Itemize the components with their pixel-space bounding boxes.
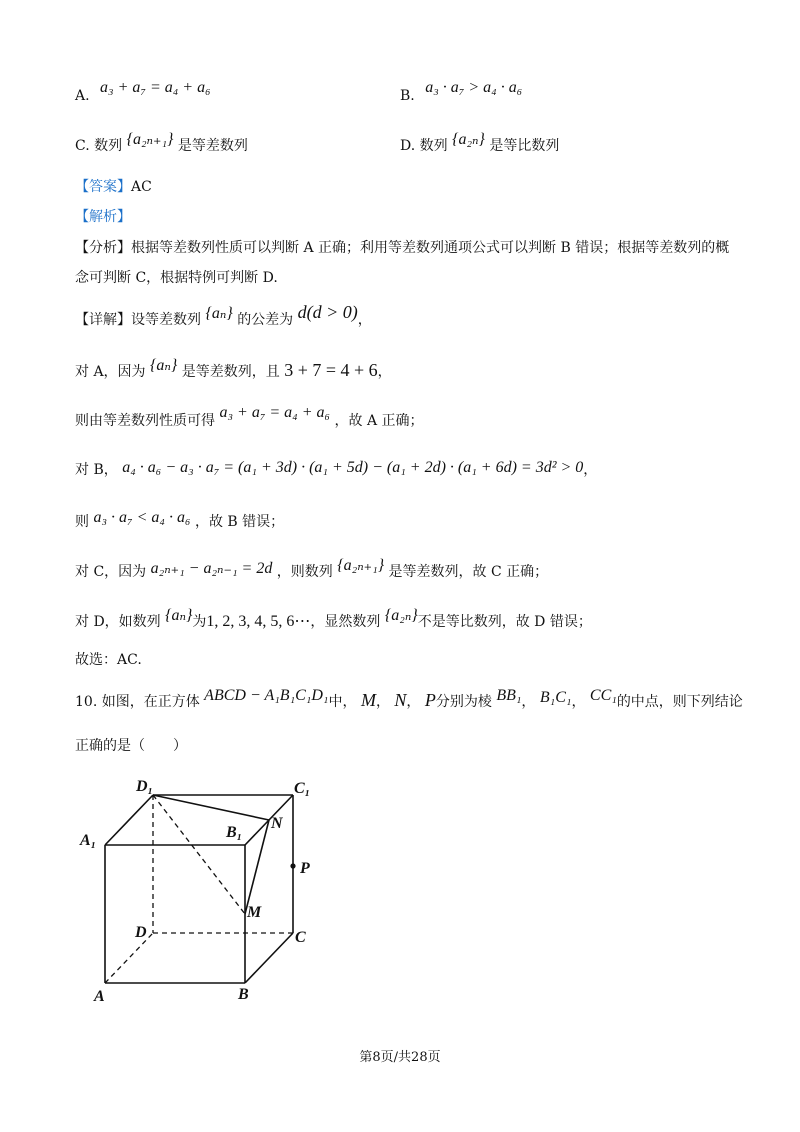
step-a-text-4: 则由等差数列性质可得	[75, 413, 215, 429]
segment-d1-n	[153, 795, 269, 820]
question-10-p: P	[424, 690, 436, 710]
question-10-text-8: 的中点，则下列结论	[616, 694, 743, 710]
option-d-prefix: 数列	[419, 138, 448, 154]
option-d-suffix: 是等比数列	[489, 138, 560, 154]
detail-seq: {aₙ}	[205, 305, 233, 322]
question-10-text-4: ，	[406, 694, 421, 710]
hidden-segment-d1-m	[153, 795, 245, 914]
label-n: N	[271, 815, 283, 832]
question-10-edge-2: B₁C₁	[539, 689, 572, 706]
step-b-text-1: 对 B，	[75, 462, 118, 478]
answer-value: AC	[131, 179, 152, 195]
step-a-equation: 3 + 7 = 4 + 6	[284, 360, 378, 380]
label-b: B	[238, 986, 249, 1003]
step-d-seq-2: {a₂ₙ}	[384, 607, 418, 624]
question-10-text-1: 10. 如图，在正方体	[75, 694, 200, 710]
question-10-edge-1: BB₁	[496, 687, 522, 704]
step-c-text-2: ，则数列	[276, 564, 333, 580]
detail-end: ，	[357, 312, 372, 328]
step-a-text-3: ，	[377, 364, 392, 380]
step-d-list: 1, 2, 3, 4, 5, 6⋯	[206, 613, 311, 630]
edge-a1-d1	[105, 795, 153, 845]
jiexi-tag: 【解析】	[75, 209, 131, 225]
point-p-dot	[290, 863, 295, 868]
step-c-text-1: 对 C，因为	[75, 564, 147, 580]
step-d-seq: {aₙ}	[165, 607, 193, 624]
detail-mid: 的公差为	[237, 312, 294, 328]
analysis-text-2: 念可判断 C，根据特例可判断 D.	[75, 270, 278, 286]
option-a-formula: a₃ + a₇ = a₄ + a₆	[100, 79, 211, 96]
question-10-n: N	[394, 690, 407, 710]
label-c1: C₁	[294, 780, 311, 797]
question-10-cube: ABCD − A₁B₁C₁D₁	[204, 687, 329, 704]
option-c-suffix: 是等差数列	[177, 138, 248, 154]
label-c: C	[295, 929, 306, 946]
label-b1: B₁	[226, 824, 243, 841]
option-c-label: C.	[75, 138, 90, 154]
option-c-prefix: 数列	[94, 138, 123, 154]
question-10-m: M	[360, 690, 376, 710]
step-d-text-4: 不是等比数列，故 D 错误；	[417, 614, 592, 630]
option-d-label: D.	[400, 138, 416, 154]
label-d: D	[135, 924, 147, 941]
option-b-formula: a₃ · a₇ > a₄ · a₆	[425, 79, 523, 96]
step-d-text-2: 为	[192, 614, 207, 630]
page-footer: 第8页/共28页	[359, 1050, 441, 1065]
detail-tag: 【详解】	[75, 312, 131, 328]
step-a-text-5: ，故 A 正确；	[334, 413, 424, 429]
label-p: P	[300, 860, 310, 877]
answer-tag: 【答案】	[75, 179, 131, 195]
label-a1: A₁	[80, 832, 97, 849]
step-a-text-2: 是等差数列，且	[181, 364, 280, 380]
detail-intro: 设等差数列	[131, 312, 201, 328]
step-d-text-1: 对 D，如数列	[75, 614, 161, 630]
step-b-text-3: 则	[75, 514, 89, 530]
option-c-formula: {a₂ₙ₊₁}	[126, 131, 174, 148]
step-b-equation: a₄ · a₆ − a₃ · a₇ = (a₁ + 3d) · (a₁ + 5d) − (a₁ + 2d) · (a₁ + 6d) = 3d² > 0	[122, 459, 584, 476]
analysis-text-1: 根据等差数列性质可以判断 A 正确；利用等差数列通项公式可以判断 B 错误；根据等差数列的概	[131, 240, 730, 256]
question-10-text-6: ，	[521, 694, 536, 710]
label-m: M	[247, 904, 262, 921]
step-c-seq: {a₂ₙ₊₁}	[337, 557, 385, 574]
conclusion: 故选：AC.	[75, 652, 142, 668]
segment-n-m	[245, 820, 269, 914]
question-10-text-7: ，	[571, 694, 586, 710]
step-b-text-2: ，	[583, 462, 598, 478]
option-d-formula: {a₂ₙ}	[452, 131, 485, 148]
option-b-label: B.	[400, 88, 415, 104]
question-10-line-2: 正确的是（ ）	[75, 738, 187, 754]
question-10-edge-3: CC₁	[589, 687, 617, 704]
label-d1: D₁	[136, 778, 154, 795]
step-c-text-3: 是等差数列，故 C 正确；	[388, 564, 549, 580]
option-a-label: A.	[75, 88, 90, 104]
detail-formula: d(d > 0)	[297, 302, 358, 322]
analysis-tag: 【分析】	[75, 240, 131, 256]
step-b-equation-2: a₃ · a₇ < a₄ · a₆	[93, 509, 191, 526]
question-10-text-3: ，	[375, 694, 390, 710]
question-10-text-2: 中，	[328, 694, 357, 710]
step-b-text-4: ，故 B 错误；	[194, 514, 285, 530]
step-d-text-3: ，显然数列	[310, 614, 381, 630]
step-a-equation-2: a₃ + a₇ = a₄ + a₆	[219, 404, 331, 421]
edge-b-c	[245, 933, 293, 983]
step-a-seq: {aₙ}	[150, 357, 178, 374]
step-c-equation: a₂ₙ₊₁ − a₂ₙ₋₁ = 2d	[150, 560, 273, 577]
question-10-text-5: 分别为棱	[435, 694, 492, 710]
label-a: A	[94, 988, 105, 1005]
step-a-text-1: 对 A，因为	[75, 364, 146, 380]
